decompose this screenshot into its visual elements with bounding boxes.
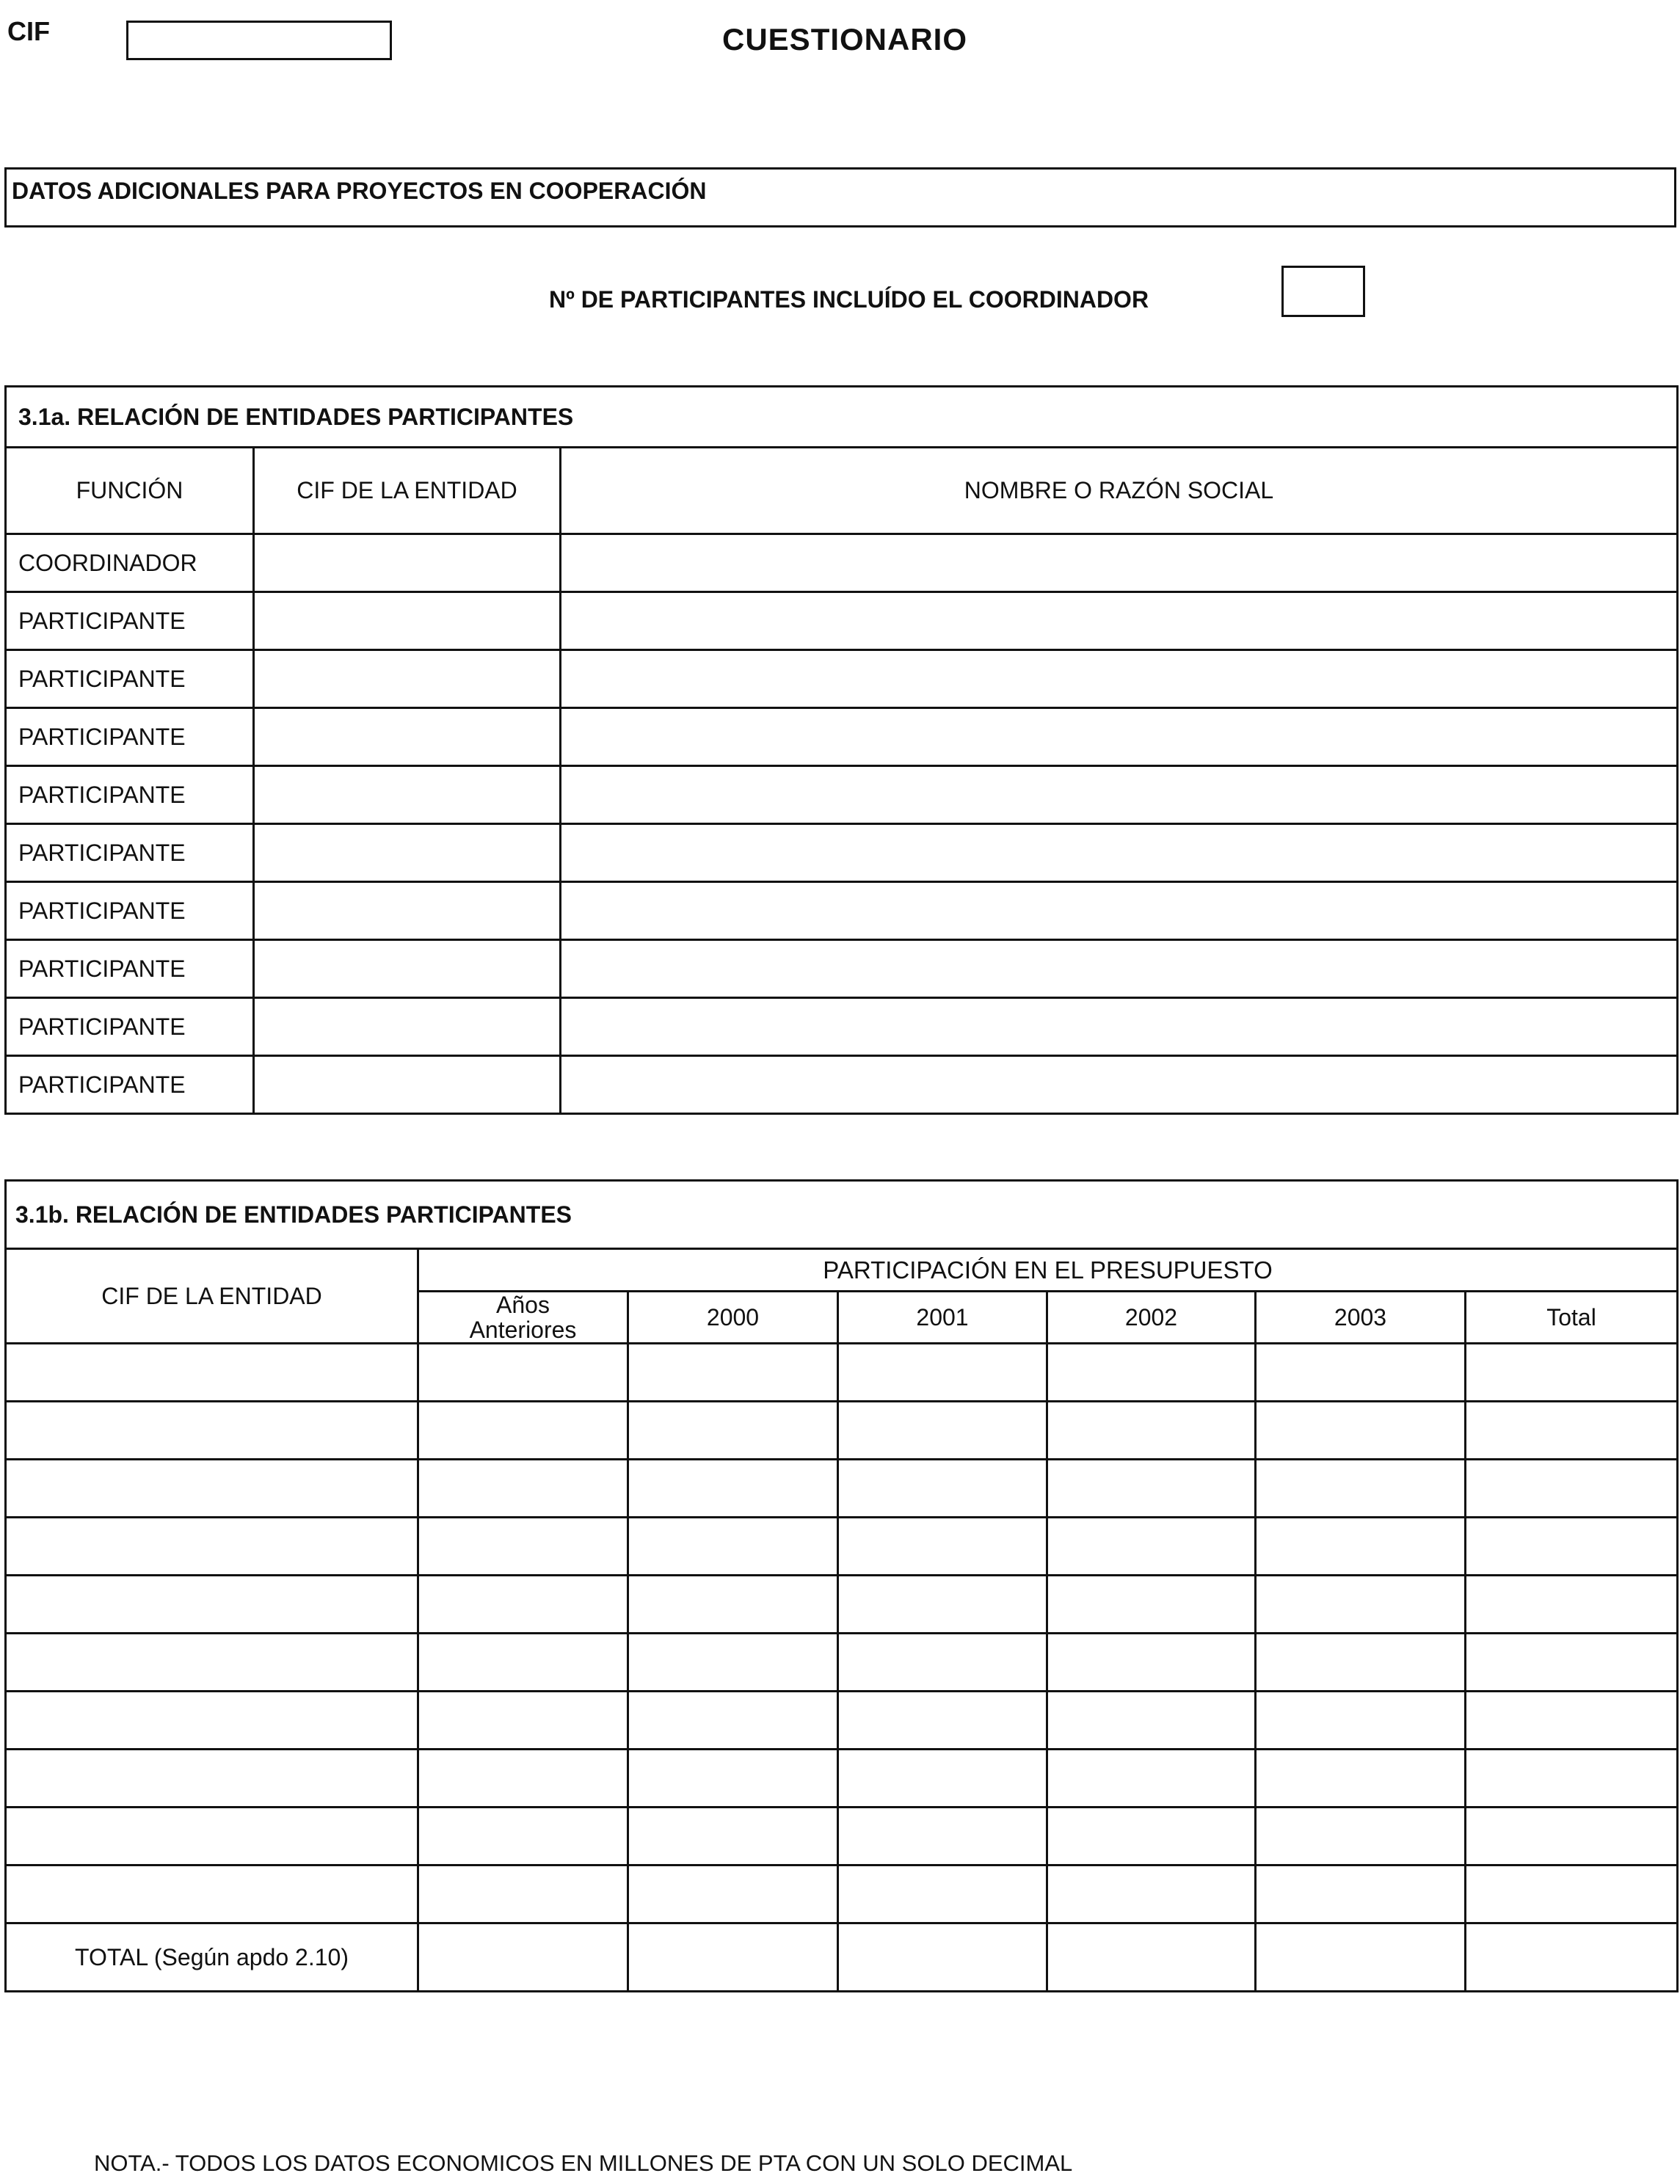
- table-row: [6, 708, 1678, 766]
- funcion-cell: PARTICIPANTE: [6, 824, 254, 882]
- total-cell[interactable]: [838, 1923, 1047, 1992]
- column-group-header-presupuesto: PARTICIPACIÓN EN EL PRESUPUESTO: [418, 1249, 1678, 1292]
- budget-cell[interactable]: [1466, 1750, 1678, 1808]
- cif-entity-cell[interactable]: [254, 1056, 561, 1114]
- budget-cell[interactable]: [838, 1692, 1047, 1750]
- name-entity-cell[interactable]: [561, 766, 1678, 824]
- column-header-cif: CIF DE LA ENTIDAD: [254, 448, 561, 534]
- table-row: [6, 1634, 1678, 1692]
- funcion-cell: PARTICIPANTE: [6, 766, 254, 824]
- name-entity-cell[interactable]: [561, 592, 1678, 650]
- budget-cell[interactable]: [418, 1634, 628, 1692]
- budget-cell[interactable]: [1256, 1866, 1466, 1923]
- cif-entity-cell[interactable]: [254, 534, 561, 592]
- cif-entity-cell[interactable]: [254, 824, 561, 882]
- budget-cell[interactable]: [1047, 1402, 1256, 1460]
- cif-entity-cell[interactable]: [254, 766, 561, 824]
- funcion-cell: PARTICIPANTE: [6, 708, 254, 766]
- table-row: [6, 1402, 1678, 1460]
- budget-cell[interactable]: [628, 1518, 838, 1576]
- datos-adicionales-title: DATOS ADICIONALES PARA PROYECTOS EN COOPERACIÓN: [12, 178, 707, 204]
- column-header-2002: 2002: [1047, 1292, 1256, 1344]
- cif-entity-cell[interactable]: [6, 1866, 418, 1923]
- budget-cell[interactable]: [1256, 1518, 1466, 1576]
- cif-input-box[interactable]: [126, 21, 392, 60]
- table-row: [6, 998, 1678, 1056]
- budget-cell[interactable]: [628, 1750, 838, 1808]
- table-row: [6, 650, 1678, 708]
- budget-cell[interactable]: [628, 1866, 838, 1923]
- table-row: [6, 1460, 1678, 1518]
- footer-note: NOTA.- TODOS LOS DATOS ECONOMICOS EN MILLONES DE PTA CON UN SOLO DECIMAL: [94, 2150, 1073, 2176]
- budget-cell[interactable]: [1466, 1460, 1678, 1518]
- budget-cell[interactable]: [628, 1402, 838, 1460]
- cif-entity-cell[interactable]: [6, 1344, 418, 1402]
- column-header-2003: 2003: [1256, 1292, 1466, 1344]
- budget-cell[interactable]: [1256, 1808, 1466, 1866]
- budget-cell[interactable]: [838, 1866, 1047, 1923]
- budget-cell[interactable]: [1466, 1576, 1678, 1634]
- column-header-total: Total: [1466, 1292, 1678, 1344]
- anos-label: Años: [496, 1292, 550, 1318]
- total-row: [6, 1923, 1678, 1992]
- budget-cell[interactable]: [418, 1344, 628, 1402]
- name-entity-cell[interactable]: [561, 534, 1678, 592]
- budget-cell[interactable]: [628, 1460, 838, 1518]
- budget-cell[interactable]: [838, 1576, 1047, 1634]
- budget-cell[interactable]: [1256, 1402, 1466, 1460]
- table-row: [6, 940, 1678, 998]
- budget-cell[interactable]: [1047, 1576, 1256, 1634]
- budget-cell[interactable]: [1466, 1634, 1678, 1692]
- funcion-cell: PARTICIPANTE: [6, 1056, 254, 1114]
- budget-cell[interactable]: [628, 1808, 838, 1866]
- cif-entity-cell[interactable]: [254, 940, 561, 998]
- table-row: [6, 534, 1678, 592]
- participants-count-input[interactable]: [1281, 266, 1365, 317]
- budget-cell[interactable]: [418, 1402, 628, 1460]
- section-title-3-1b: 3.1b. RELACIÓN DE ENTIDADES PARTICIPANTES: [6, 1181, 1678, 1249]
- participants-count-label: Nº DE PARTICIPANTES INCLUÍDO EL COORDINADOR: [549, 286, 1149, 313]
- anteriores-label: Anteriores: [469, 1317, 577, 1343]
- table-row: [6, 882, 1678, 940]
- budget-cell[interactable]: [1047, 1344, 1256, 1402]
- budget-cell[interactable]: [838, 1344, 1047, 1402]
- budget-cell[interactable]: [1256, 1692, 1466, 1750]
- budget-cell[interactable]: [838, 1402, 1047, 1460]
- cif-entity-cell[interactable]: [254, 998, 561, 1056]
- cif-label: CIF: [7, 16, 50, 46]
- budget-cell[interactable]: [628, 1344, 838, 1402]
- name-entity-cell[interactable]: [561, 940, 1678, 998]
- total-cell[interactable]: [628, 1923, 838, 1992]
- budget-cell[interactable]: [418, 1866, 628, 1923]
- budget-cell[interactable]: [838, 1634, 1047, 1692]
- total-cell[interactable]: [418, 1923, 628, 1992]
- name-entity-cell[interactable]: [561, 708, 1678, 766]
- budget-cell[interactable]: [1466, 1866, 1678, 1923]
- cif-entity-cell[interactable]: [6, 1460, 418, 1518]
- budget-cell[interactable]: [1466, 1344, 1678, 1402]
- table-row: [6, 824, 1678, 882]
- budget-cell[interactable]: [1047, 1750, 1256, 1808]
- budget-cell[interactable]: [628, 1576, 838, 1634]
- table-row: [6, 1518, 1678, 1576]
- total-cell[interactable]: [1256, 1923, 1466, 1992]
- table-row: [6, 1808, 1678, 1866]
- cif-entity-cell[interactable]: [6, 1692, 418, 1750]
- budget-cell[interactable]: [1466, 1808, 1678, 1866]
- table-row: [6, 592, 1678, 650]
- budget-cell[interactable]: [1047, 1808, 1256, 1866]
- column-header-anos-anteriores: [418, 1292, 628, 1344]
- budget-cell[interactable]: [1466, 1402, 1678, 1460]
- budget-cell[interactable]: [418, 1576, 628, 1634]
- cif-entity-cell[interactable]: [6, 1518, 418, 1576]
- budget-cell[interactable]: [1256, 1460, 1466, 1518]
- cif-entity-cell[interactable]: [254, 650, 561, 708]
- funcion-cell: COORDINADOR: [6, 534, 254, 592]
- column-header-2001: 2001: [838, 1292, 1047, 1344]
- table-row: [6, 766, 1678, 824]
- budget-cell[interactable]: [1466, 1518, 1678, 1576]
- budget-cell[interactable]: [418, 1518, 628, 1576]
- budget-cell[interactable]: [418, 1750, 628, 1808]
- column-header-funcion: FUNCIÓN: [6, 448, 254, 534]
- table-row: [6, 1692, 1678, 1750]
- name-entity-cell[interactable]: [561, 650, 1678, 708]
- cif-entity-cell[interactable]: [6, 1634, 418, 1692]
- table-row: [6, 1056, 1678, 1114]
- page-title: CUESTIONARIO: [722, 22, 968, 57]
- funcion-cell: PARTICIPANTE: [6, 650, 254, 708]
- budget-cell[interactable]: [1047, 1518, 1256, 1576]
- entidades-participantes-table-b: [4, 1179, 1679, 1992]
- name-entity-cell[interactable]: [561, 998, 1678, 1056]
- total-cell[interactable]: [1047, 1923, 1256, 1992]
- funcion-cell: PARTICIPANTE: [6, 940, 254, 998]
- cif-entity-cell[interactable]: [254, 708, 561, 766]
- cif-entity-cell[interactable]: [6, 1808, 418, 1866]
- budget-cell[interactable]: [418, 1692, 628, 1750]
- name-entity-cell[interactable]: [561, 824, 1678, 882]
- budget-cell[interactable]: [1256, 1344, 1466, 1402]
- column-header-cif: CIF DE LA ENTIDAD: [6, 1249, 418, 1344]
- column-header-nombre: NOMBRE O RAZÓN SOCIAL: [561, 448, 1678, 534]
- cif-entity-cell[interactable]: [6, 1402, 418, 1460]
- cif-entity-cell[interactable]: [254, 882, 561, 940]
- budget-cell[interactable]: [1047, 1460, 1256, 1518]
- table-row: [6, 1344, 1678, 1402]
- name-entity-cell[interactable]: [561, 1056, 1678, 1114]
- budget-cell[interactable]: [1047, 1866, 1256, 1923]
- table-row: [6, 1576, 1678, 1634]
- funcion-cell: PARTICIPANTE: [6, 592, 254, 650]
- budget-cell[interactable]: [628, 1692, 838, 1750]
- cif-entity-cell[interactable]: [6, 1576, 418, 1634]
- cif-entity-cell[interactable]: [6, 1750, 418, 1808]
- funcion-cell: PARTICIPANTE: [6, 882, 254, 940]
- funcion-cell: PARTICIPANTE: [6, 998, 254, 1056]
- cif-entity-cell[interactable]: [254, 592, 561, 650]
- budget-cell[interactable]: [838, 1460, 1047, 1518]
- budget-cell[interactable]: [838, 1808, 1047, 1866]
- total-cell[interactable]: [1466, 1923, 1678, 1992]
- column-header-2000: 2000: [628, 1292, 838, 1344]
- budget-cell[interactable]: [1047, 1634, 1256, 1692]
- table-row: [6, 1866, 1678, 1923]
- budget-cell[interactable]: [1256, 1634, 1466, 1692]
- budget-cell[interactable]: [1256, 1750, 1466, 1808]
- budget-cell[interactable]: [628, 1634, 838, 1692]
- budget-cell[interactable]: [418, 1460, 628, 1518]
- entidades-participantes-table-a: [4, 385, 1679, 1115]
- budget-cell[interactable]: [418, 1808, 628, 1866]
- name-entity-cell[interactable]: [561, 882, 1678, 940]
- budget-cell[interactable]: [838, 1750, 1047, 1808]
- section-title-3-1a: 3.1a. RELACIÓN DE ENTIDADES PARTICIPANTES: [6, 387, 1678, 448]
- table-row: [6, 1750, 1678, 1808]
- budget-cell[interactable]: [1256, 1576, 1466, 1634]
- budget-cell[interactable]: [1047, 1692, 1256, 1750]
- total-label: TOTAL (Según apdo 2.10): [6, 1923, 418, 1992]
- budget-cell[interactable]: [1466, 1692, 1678, 1750]
- budget-cell[interactable]: [838, 1518, 1047, 1576]
